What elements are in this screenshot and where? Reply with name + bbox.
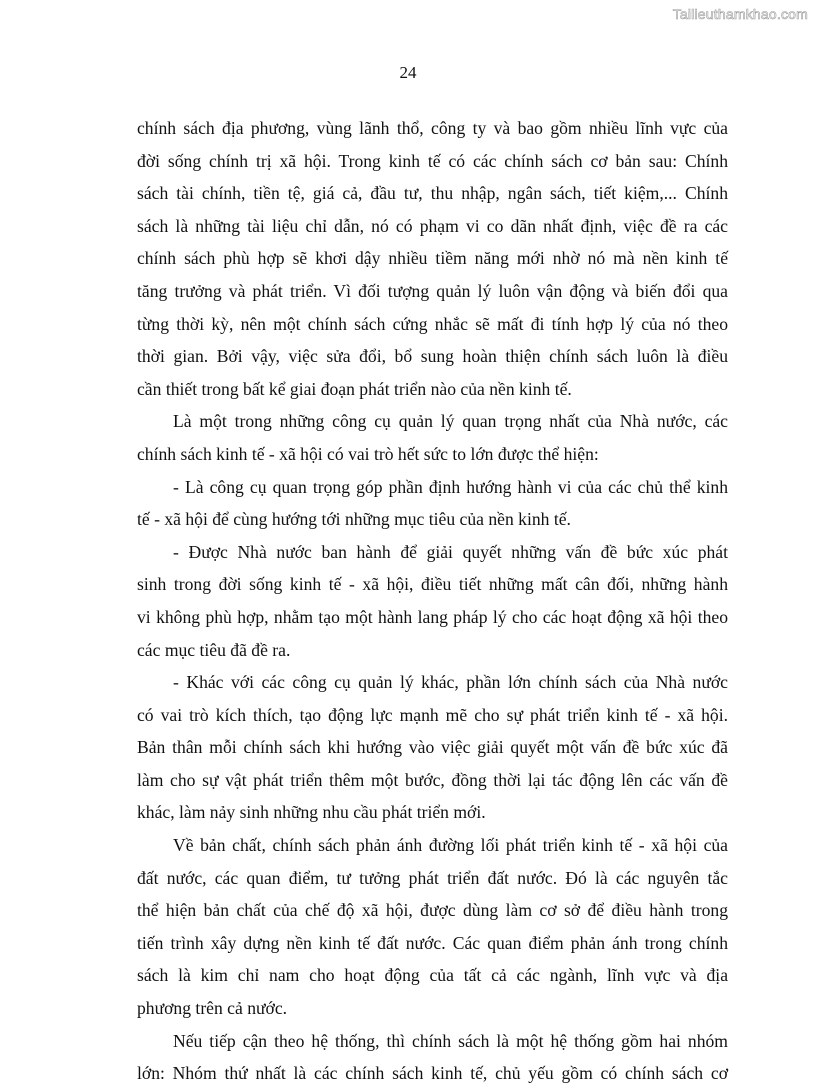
paragraph — [137, 471, 728, 536]
text-line: thể hiện bản chất của chế độ xã hội, được dùng làm cơ sở để điều hành trong — [137, 900, 728, 921]
text-line: tiến trình xây dựng nền kinh tế đất nước. Các quan điểm phản ánh trong chính — [137, 932, 728, 953]
text-line: tế - xã hội để cùng hướng tới những mục tiêu của nền kinh tế. — [137, 509, 571, 530]
text-line: chính sách kinh tế - xã hội có vai trò hết sức to lớn được thể hiện: — [137, 443, 599, 464]
text-line: từng thời kỳ, nên một chính sách cứng nhắc sẽ mất đi tính hợp lý của nó theo — [137, 313, 728, 334]
paragraph — [137, 829, 728, 1025]
text-line: đời sống chính trị xã hội. Trong kinh tế có các chính sách cơ bản sau: Chính — [137, 150, 728, 171]
text-line: Bản thân mỗi chính sách khi hướng vào việc giải quyết một vấn đề bức xúc đã — [137, 737, 728, 758]
paragraph — [137, 405, 728, 470]
paragraph — [137, 112, 728, 405]
text-line: làm cho sự vật phát triển thêm một bước, đồng thời lại tác động lên các vấn đề — [137, 769, 728, 790]
paragraph — [137, 536, 728, 666]
text-line: các mục tiêu đã đề ra. — [137, 639, 291, 660]
text-line: thời gian. Bởi vậy, việc sửa đổi, bổ sung hoàn thiện chính sách luôn là điều — [137, 346, 728, 367]
text-line: Về bản chất, chính sách phản ánh đường lối phát triển kinh tế - xã hội của — [173, 835, 728, 856]
paragraph — [137, 666, 728, 829]
text-line: chính sách địa phương, vùng lãnh thổ, công ty và bao gồm nhiều lĩnh vực của — [137, 118, 728, 138]
text-line: phương trên cả nước. — [137, 998, 288, 1019]
text-line: chính sách phù hợp sẽ khơi dậy nhiều tiềm năng mới nhờ nó mà nền kinh tế — [137, 248, 728, 269]
text-line: - Là công cụ quan trọng góp phần định hướng hành vi của các chủ thể kinh — [173, 476, 728, 497]
text-line: sinh trong đời sống kinh tế - xã hội, điều tiết những mất cân đối, những hành — [137, 574, 728, 595]
text-line: có vai trò kích thích, tạo động lực mạnh mẽ cho sự phát triển kinh tế - xã hội. — [137, 704, 728, 725]
text-line: - Khác với các công cụ quản lý khác, phần lớn chính sách của Nhà nước — [173, 672, 728, 693]
text-line: - Được Nhà nước ban hành để giải quyết những vấn đề bức xúc phát — [173, 541, 728, 562]
text-line: sách tài chính, tiền tệ, giá cả, đầu tư, thu nhập, ngân sách, tiết kiệm,... Chính — [137, 183, 728, 204]
document-body — [137, 112, 728, 1090]
text-line: khác, làm nảy sinh những nhu cầu phát triển mới. — [137, 802, 486, 823]
page-number: 24 — [399, 63, 417, 82]
text-line: sách là kim chỉ nam cho hoạt động của tất cả các ngành, lĩnh vực và địa — [137, 965, 728, 986]
watermark: Tailieuthamkhao.com — [672, 6, 808, 22]
text-line: tăng trưởng và phát triển. Vì đối tượng quản lý luôn vận động và biến đổi qua — [137, 280, 728, 301]
paragraph — [137, 1025, 728, 1090]
text-line: Là một trong những công cụ quản lý quan trọng nhất của Nhà nước, các — [173, 411, 728, 432]
text-line: lớn: Nhóm thứ nhất là các chính sách kinh tế, chủ yếu gồm có chính sách cơ — [137, 1063, 728, 1084]
text-line: sách là những tài liệu chỉ dẫn, nó có phạm vi co dãn nhất định, việc đề ra các — [137, 215, 728, 236]
text-line: vi không phù hợp, nhằm tạo một hành lang pháp lý cho các hoạt động xã hội theo — [137, 606, 728, 627]
text-line: đất nước, các quan điểm, tư tưởng phát triển đất nước. Đó là các nguyên tắc — [137, 867, 728, 888]
text-line: cần thiết trong bất kể giai đoạn phát triển nào của nền kinh tế. — [137, 378, 572, 399]
text-line: Nếu tiếp cận theo hệ thống, thì chính sách là một hệ thống gồm hai nhóm — [173, 1030, 728, 1051]
